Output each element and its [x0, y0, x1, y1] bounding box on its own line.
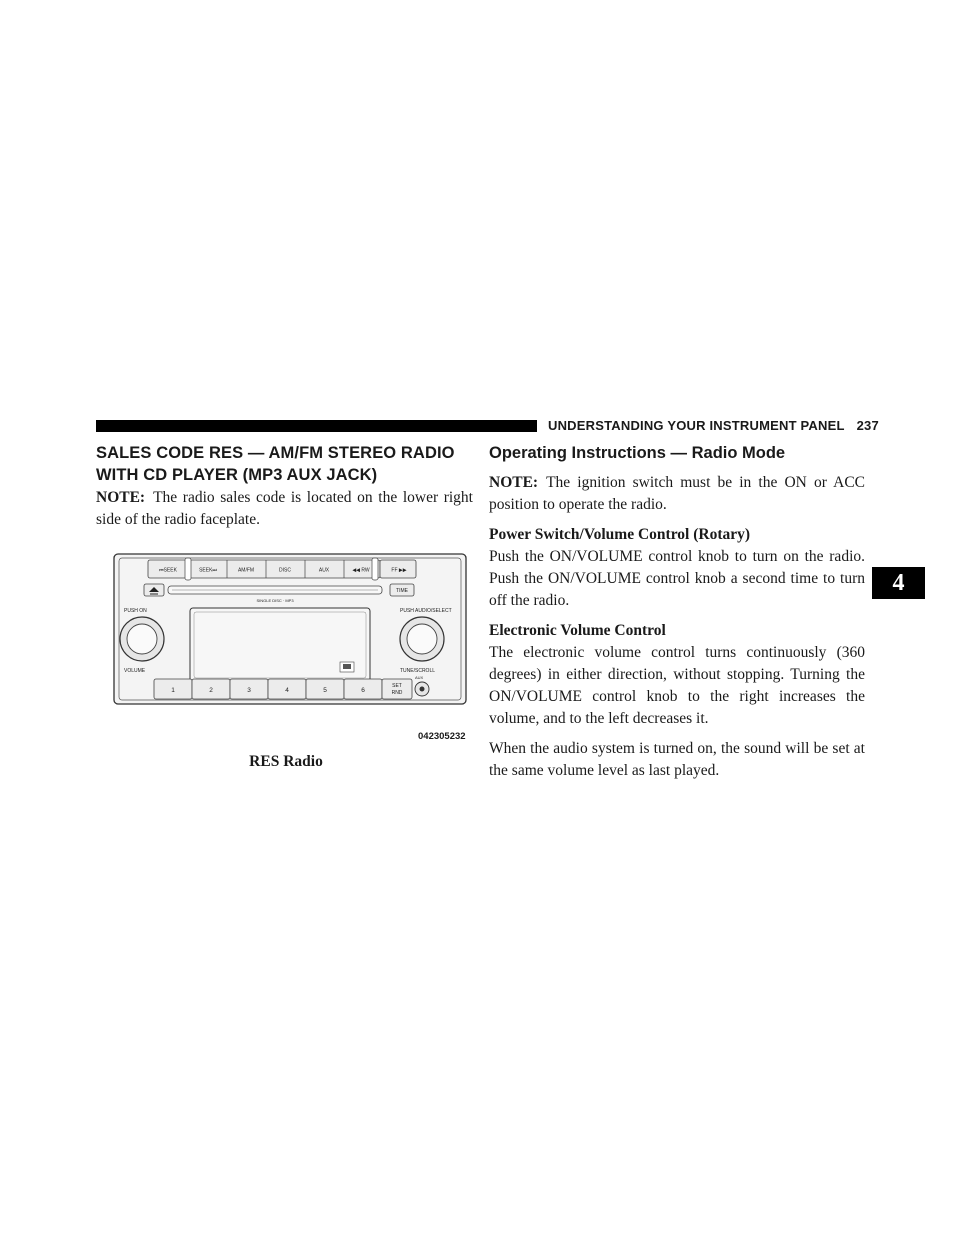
running-head-title: UNDERSTANDING YOUR INSTRUMENT PANEL: [548, 418, 845, 433]
preset-2-button: 2: [209, 687, 213, 694]
preset-3-button: 3: [247, 687, 251, 694]
preset-6-button: 6: [361, 687, 365, 694]
note-label: NOTE:: [96, 489, 146, 506]
chapter-tab: 4: [872, 567, 925, 599]
preset-4-button: 4: [285, 687, 289, 694]
push-audio-select-label: PUSH AUDIO/SELECT: [400, 608, 452, 614]
preset-1-button: 1: [171, 687, 175, 694]
running-head: [548, 418, 879, 433]
right-note: [489, 472, 865, 516]
section-heading: Operating Instructions — Radio Mode: [489, 444, 786, 462]
seek-back-button: ⏮SEEK: [159, 567, 177, 574]
note-text: The radio sales code is located on the lower right side of the radio faceplate.: [96, 489, 473, 528]
right-column: [489, 442, 865, 782]
right-note-label: NOTE:: [489, 474, 539, 491]
section-title-line-2: WITH CD PLAYER (MP3 AUX JACK): [96, 466, 378, 484]
preset-5-button: 5: [323, 687, 327, 694]
preset-button-row: [154, 679, 412, 699]
set-rnd-line-2: RND: [391, 690, 403, 696]
right-note-text: The ignition switch must be in the ON or ACC position to operate the radio.: [489, 474, 865, 513]
section-title-line-1: SALES CODE RES — AM/FM STEREO RADIO: [96, 444, 455, 462]
figure-code: 042305232: [418, 731, 466, 742]
disc-slot-label: SINGLE DISC · MP3: [256, 598, 294, 603]
am-fm-button: AM/FM: [237, 567, 255, 574]
time-button-label: TIME: [396, 588, 408, 594]
radio-faceplate-figure: [110, 552, 470, 744]
tune-scroll-label: TUNE/SCROLL: [400, 668, 436, 674]
paragraph-electronic-volume: The electronic volume control turns continuously (360 degrees) in either direction, without stopping. Turning the ON/VOLUME control knob to the right increases the volume, and to the left decreases it.: [489, 644, 865, 727]
push-on-label: PUSH ON: [124, 608, 147, 614]
paragraph-volume-level: When the audio system is turned on, the sound will be set at the same volume level as last played.: [489, 740, 865, 779]
aux-button: AUX: [318, 567, 330, 574]
section-title: [96, 442, 476, 486]
subheading-electronic-volume: Electronic Volume Control: [489, 622, 666, 639]
header-rule: [96, 420, 537, 432]
set-rnd-line-1: SET: [392, 683, 402, 689]
fast-forward-button: FF ▶▶: [391, 567, 407, 574]
disc-button: DISC: [279, 567, 291, 574]
seek-forward-button: SEEK⏭: [199, 567, 217, 574]
figure-caption: RES Radio: [249, 753, 323, 770]
page-number: 237: [856, 418, 879, 433]
left-note: [96, 487, 473, 531]
paragraph-power-switch: Push the ON/VOLUME control knob to turn on the radio. Push the ON/VOLUME control knob a second time to turn off the radio.: [489, 548, 865, 609]
radio-faceplate-illustration: [110, 552, 470, 744]
volume-label: VOLUME: [124, 668, 146, 674]
rewind-button: ◀◀ RW: [352, 567, 370, 574]
aux-jack-label: AUX: [415, 675, 424, 680]
subheading-power-switch: Power Switch/Volume Control (Rotary): [489, 526, 751, 543]
